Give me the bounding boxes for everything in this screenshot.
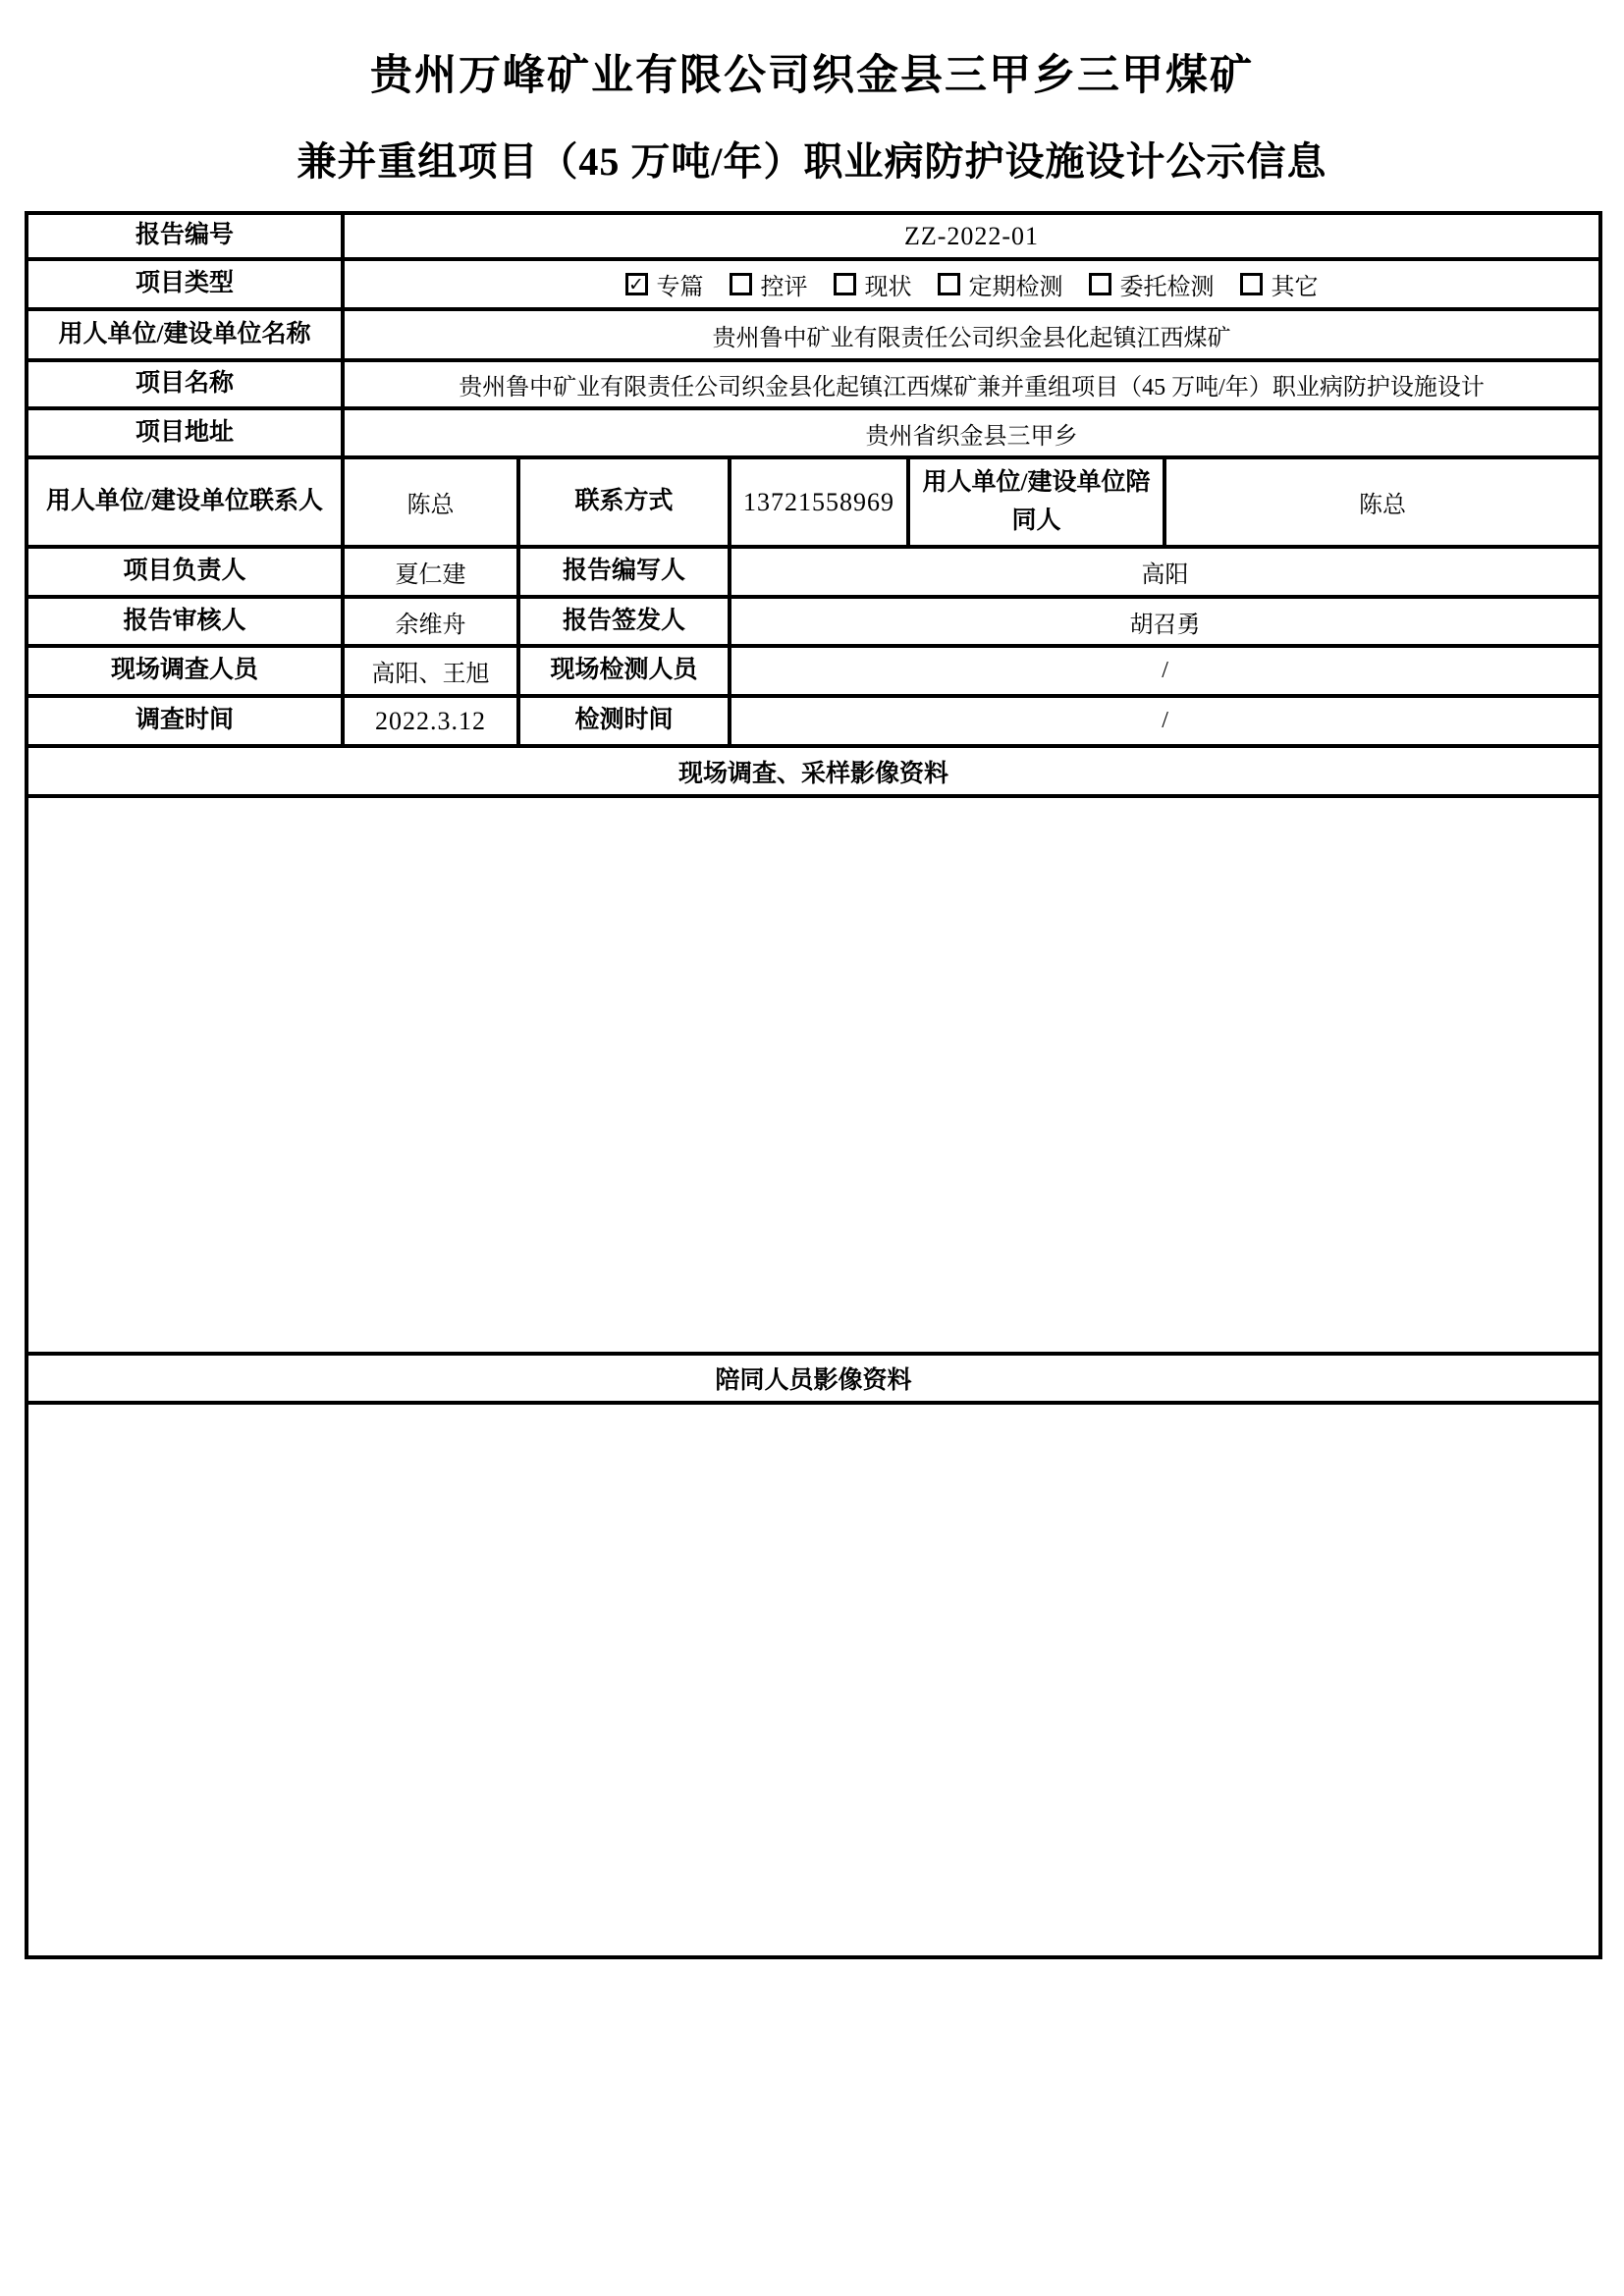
project-name-value: 贵州鲁中矿业有限责任公司织金县化起镇江西煤矿兼并重组项目（45 万吨/年）职业病防护设施设计 bbox=[343, 360, 1600, 408]
checkbox-empty-icon bbox=[1089, 273, 1111, 295]
reviewer-label: 报告审核人 bbox=[27, 597, 343, 646]
option-label: 其它 bbox=[1271, 275, 1319, 300]
report-writer-value: 高阳 bbox=[730, 547, 1600, 597]
project-name-label: 项目名称 bbox=[27, 360, 343, 408]
checkbox-empty-icon bbox=[1240, 273, 1263, 295]
project-type-option-zhuanpian bbox=[625, 267, 704, 301]
project-type-option-qita bbox=[1240, 267, 1319, 301]
survey-staff-row bbox=[27, 646, 1600, 696]
time-row bbox=[27, 696, 1600, 746]
project-type-option-weituojiance bbox=[1089, 267, 1215, 301]
issuer-label: 报告签发人 bbox=[518, 597, 730, 646]
option-label: 委托检测 bbox=[1119, 275, 1215, 300]
escort-label: 用人单位/建设单位陪同人 bbox=[908, 457, 1164, 547]
option-label: 专篇 bbox=[656, 275, 704, 300]
info-table bbox=[25, 211, 1602, 1959]
survey-time-value: 2022.3.12 bbox=[343, 696, 518, 746]
checkbox-empty-icon bbox=[938, 273, 960, 295]
escort-value: 陈总 bbox=[1164, 457, 1600, 547]
survey-photos-row bbox=[27, 796, 1600, 1354]
reviewer-value: 余维舟 bbox=[343, 597, 518, 646]
report-no-row bbox=[27, 213, 1600, 259]
survey-staff-value: 高阳、王旭 bbox=[343, 646, 518, 696]
test-staff-label: 现场检测人员 bbox=[518, 646, 730, 696]
option-label: 现状 bbox=[864, 275, 912, 300]
test-staff-value: / bbox=[730, 646, 1600, 696]
survey-photos-header: 现场调查、采样影像资料 bbox=[27, 746, 1600, 796]
phone-label: 联系方式 bbox=[518, 457, 730, 547]
contact-label: 用人单位/建设单位联系人 bbox=[27, 457, 343, 547]
employer-value: 贵州鲁中矿业有限责任公司织金县化起镇江西煤矿 bbox=[343, 309, 1600, 360]
test-time-label: 检测时间 bbox=[518, 696, 730, 746]
page-title-line1: 贵州万峰矿业有限公司织金县三甲乡三甲煤矿 bbox=[370, 53, 1254, 99]
reviewer-row bbox=[27, 597, 1600, 646]
leader-row bbox=[27, 547, 1600, 597]
survey-staff-label: 现场调查人员 bbox=[27, 646, 343, 696]
project-type-label: 项目类型 bbox=[27, 259, 343, 309]
address-value: 贵州省织金县三甲乡 bbox=[343, 408, 1600, 457]
survey-photos-area bbox=[27, 796, 1600, 1354]
escort-photos-area bbox=[27, 1403, 1600, 1957]
escort-photos-header-row bbox=[27, 1354, 1600, 1403]
leader-value: 夏仁建 bbox=[343, 547, 518, 597]
option-label: 控评 bbox=[760, 275, 808, 300]
project-type-row bbox=[27, 259, 1600, 309]
checkbox-empty-icon bbox=[730, 273, 752, 295]
escort-photos-header: 陪同人员影像资料 bbox=[27, 1354, 1600, 1403]
project-type-option-kongping bbox=[730, 267, 808, 301]
checkbox-mark: ✓ bbox=[628, 274, 644, 295]
report-writer-label: 报告编写人 bbox=[518, 547, 730, 597]
leader-label: 项目负责人 bbox=[27, 547, 343, 597]
employer-row bbox=[27, 309, 1600, 360]
employer-label: 用人单位/建设单位名称 bbox=[27, 309, 343, 360]
project-type-options bbox=[343, 259, 1600, 309]
project-name-row bbox=[27, 360, 1600, 408]
report-no-value: ZZ-2022-01 bbox=[343, 213, 1600, 259]
survey-photos-header-row bbox=[27, 746, 1600, 796]
contact-row bbox=[27, 457, 1600, 547]
address-label: 项目地址 bbox=[27, 408, 343, 457]
report-no-label: 报告编号 bbox=[27, 213, 343, 259]
address-row bbox=[27, 408, 1600, 457]
issuer-value: 胡召勇 bbox=[730, 597, 1600, 646]
checkbox-checked-icon bbox=[625, 273, 648, 295]
page-title-line2: 兼并重组项目（45 万吨/年）职业病防护设施设计公示信息 bbox=[297, 139, 1327, 184]
test-time-value: / bbox=[730, 696, 1600, 746]
project-type-option-dingqijiance bbox=[938, 267, 1063, 301]
checkbox-empty-icon bbox=[834, 273, 856, 295]
project-type-option-xianzhuang bbox=[834, 267, 912, 301]
phone-value: 13721558969 bbox=[730, 457, 908, 547]
option-label: 定期检测 bbox=[968, 275, 1063, 300]
survey-time-label: 调查时间 bbox=[27, 696, 343, 746]
contact-value: 陈总 bbox=[343, 457, 518, 547]
escort-photos-row bbox=[27, 1403, 1600, 1957]
